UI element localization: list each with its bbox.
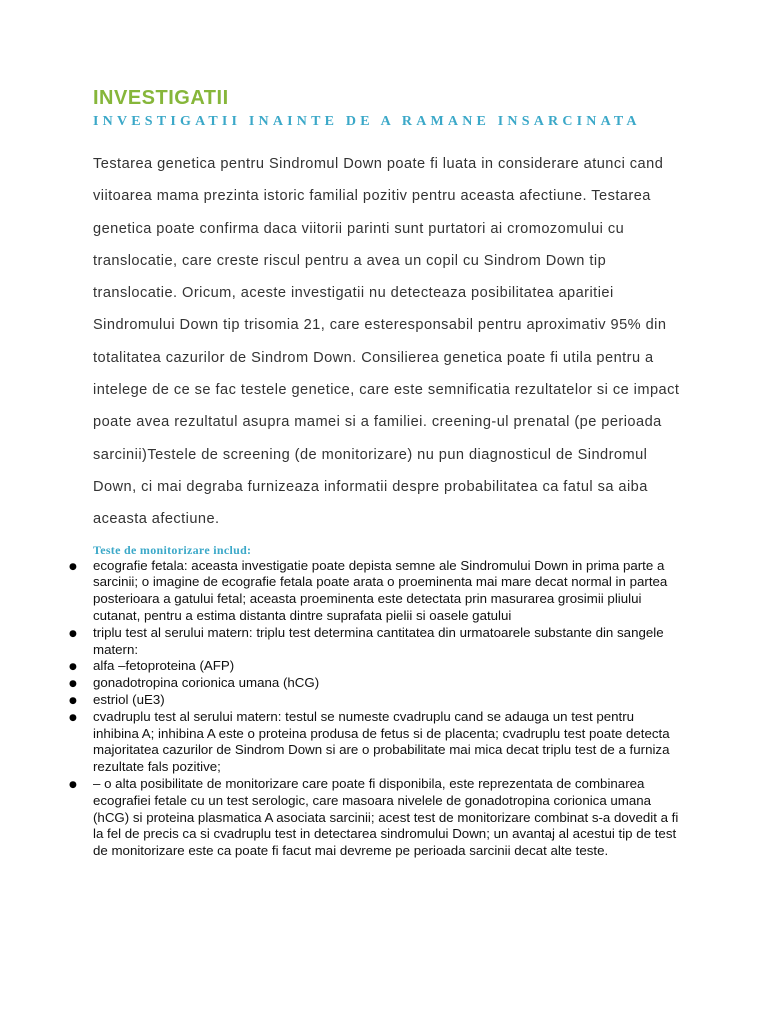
bullet-list [69, 557, 683, 860]
list-heading: Teste de monitorizare includ: [93, 542, 252, 557]
list-item [69, 624, 683, 659]
list-item [69, 658, 683, 675]
document-subtitle: INVESTIGATII INAINTE DE A RAMANE INSARCINATA [93, 114, 641, 129]
list-item [69, 675, 683, 692]
list-item-text: ecografie fetala: aceasta investigatie poate depista semne ale Sindromului Down in prima parte a sarcinii; o imagine de ecografie fetala poate arata o proeminenta mai mare decat normal in partea posterioara a gatului fetal; aceasta proeminenta este detectata prin masurarea grosimii pliului cutanat, pentru a estima distanta dintre suprafata pielii si oasele gatului [93, 557, 668, 623]
document-page [69, 86, 683, 860]
list-item-text: – o alta posibilitate de monitorizare care poate fi disponibila, este reprezentata de combinarea ecografiei fetale cu un test serologic, care masoara nivelele de gonadotropina corionica umana (hCG) si proteina plasmatica A asociata sarcinii; acest test de monitorizare combinat s-a dovedit a fi la fel de precis ca si cvadruplu test in detectarea sindromului Down; un avantaj al acestui tip de test de monitorizare este ca poate fi facut mai devreme pe perioada sarcinii decat alte teste. [93, 775, 679, 859]
list-item [69, 557, 683, 625]
bullet-icon: ● [69, 662, 77, 673]
body-paragraph: Testarea genetica pentru Sindromul Down poate fi luata in considerare atunci cand viitoarea mama prezinta istoric familial pozitiv pentru aceasta afectiune. Testarea genetica poate confirma daca viitorii parinti sunt purtatori ai cromozomului cu translocatie, care creste riscul pentru a avea un copil cu Sindrom Down tip translocatie. Oricum, aceste investigatii nu detecteaza posibilitatea aparitiei Sindromului Down tip trisomia 21, care esteresponsabil pentru aproximativ 95% din totalitatea cazurilor de Sindrom Down. Consilierea genetica poate fi utila pentru a intelege de ce se fac testele genetice, care este semnificatia rezultatelor si ce impact poate avea rezultatul asupra mamei si a familiei. creening-ul prenatal (pe perioada sarcinii)Testele de screening (de monitorizare) nu pun diagnosticul de Sindromul Down, ci mai degraba furnizeaza informatii despre probabilitatea ca fatul sa aiba aceasta afectiune. [93, 156, 680, 528]
list-item [69, 691, 683, 709]
list-item-text: cvadruplu test al serului matern: testul se numeste cvadruplu cand se adauga un test pentru inhibina A; inhibina A este o proteina produsa de fetus si de placenta; cvadruplu test poate detecta majoritatea cazurilor de Sindrom Down si are o probabilitate mai mica decat triplu test de a furniza rezultate fals pozitive; [93, 708, 670, 775]
bullet-icon: ● [69, 712, 77, 723]
bullet-icon: ● [69, 628, 77, 639]
list-item-text: triplu test al serului matern: triplu test determina cantitatea din urmatoarele substante din sangele matern: [93, 624, 664, 657]
bullet-icon: ● [69, 561, 77, 572]
list-item [69, 775, 683, 860]
list-item-text: alfa –fetoproteina (AFP) [93, 658, 235, 674]
list-item [69, 708, 683, 776]
bullet-icon: ● [69, 695, 77, 706]
list-item-text: estriol (uE3) [93, 691, 165, 707]
list-item-text: gonadotropina corionica umana (hCG) [93, 675, 320, 691]
bullet-icon: ● [69, 779, 77, 790]
bullet-icon: ● [69, 679, 77, 690]
document-title: INVESTIGATII [93, 87, 229, 109]
